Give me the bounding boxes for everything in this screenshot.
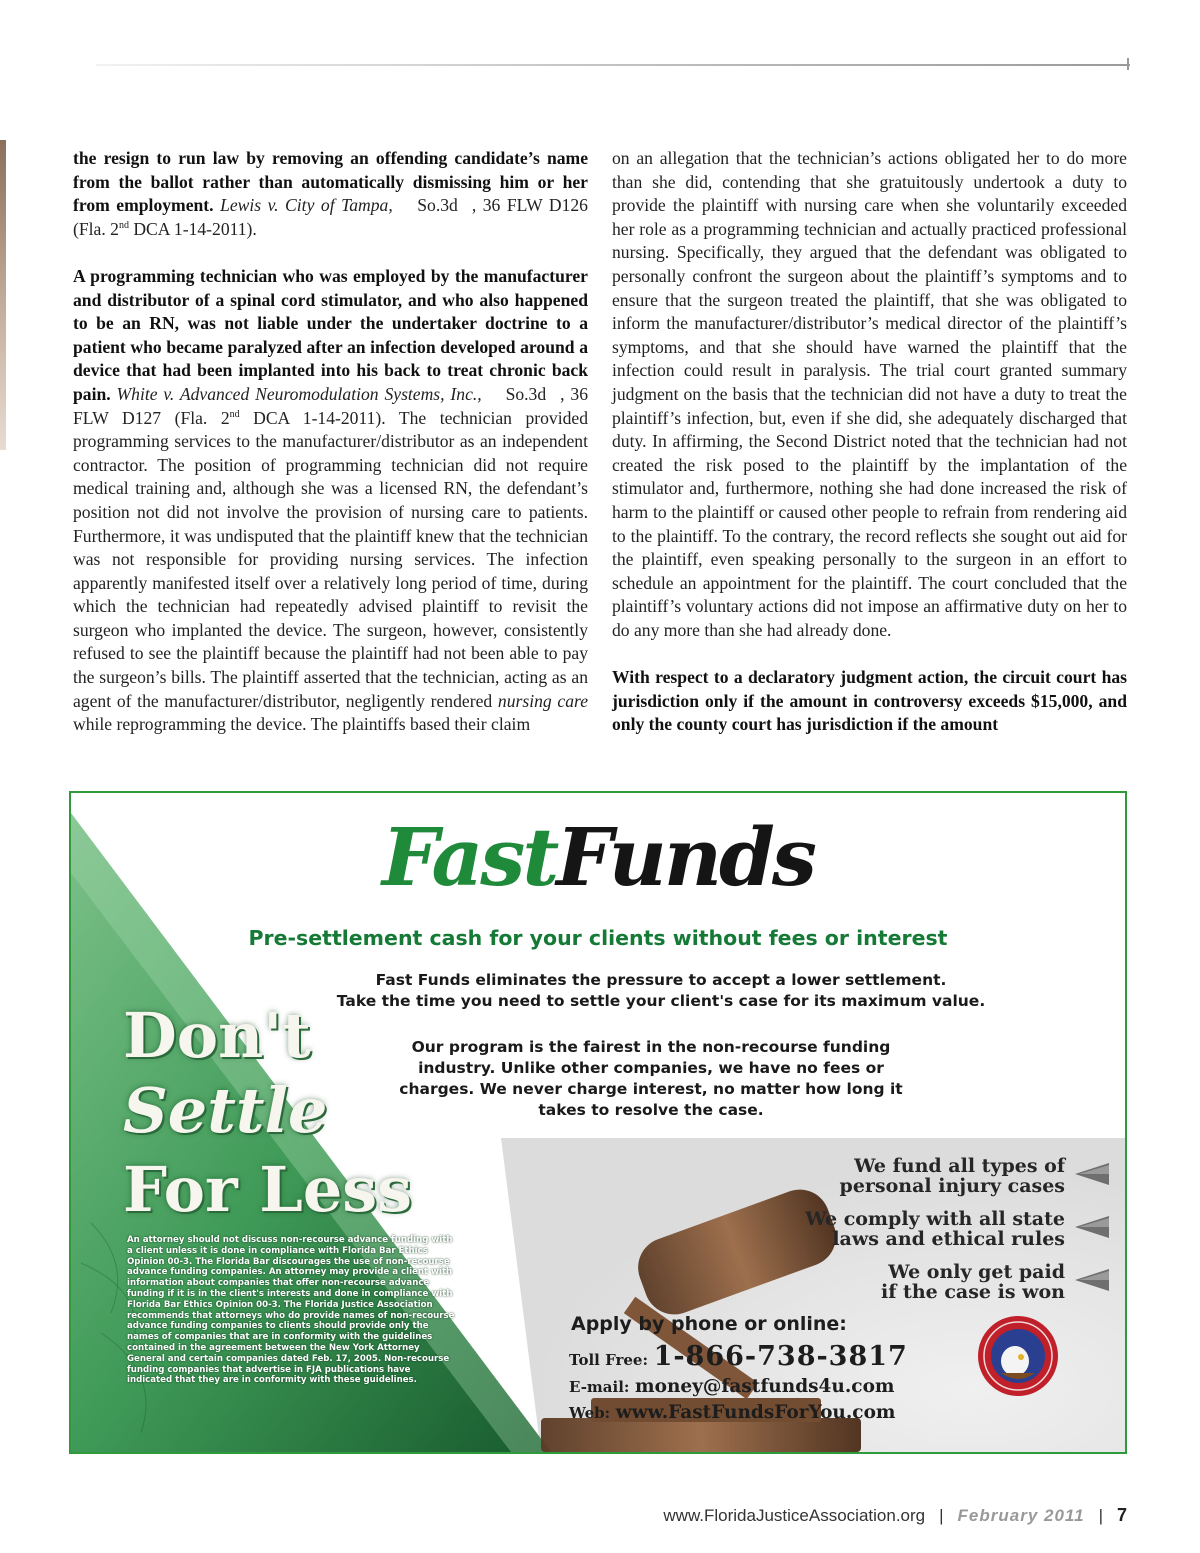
feature-item: [840, 1156, 1065, 1196]
citation: , 36 FLW D127 (Fla. 2: [73, 383, 588, 428]
footer-date: February 2011: [957, 1506, 1085, 1525]
paragraph: on an allegation that the technician’s actions obligated her to do more than she did, contending that she gratuitously undertook a duty to provide the plaintiff with nursing care when she voluntarily exceeded her role as a programming technician and actually practiced professional nursing. Specifically, they argued that the defendant was obligated to personally confront the surgeon about the plaintiff’s symptoms and to ensure that the surgeon treated the plaintiff, that she was obligated to inform the manufacturer/distributor’s medical director of the plaintiff’s symptoms, and that she should have warned the plaintiff that the infection could result in paralysis. The trial court granted summary judgment on the basis that the technician did not have a duty to treat the plaintiff’s infection, but, even if she did, she adequately discharged that duty. In affirming, the Second District noted that the technician had not created the risk posed to the plaintiff by the implantation of the stimulator and, furthermore, nothing she had done increased the risk of harm to the plaintiff or caused other people to refrain from rendering aid to the plaintiff. To the contrary, the record reflects she sought out aid for the plaintiff, even speaking personally to the surgeon in an effort to schedule an appointment for the plaintiff. The court concluded that the plaintiff’s voluntary actions did not impose an affirmative duty on her to do any more than she had already done.: [612, 148, 1127, 640]
ad-intro-line: Fast Funds eliminates the pressure to accept a lower settlement.: [375, 971, 947, 989]
holding-summary: A programming technician who was employed by the manufacturer and distributor of a spinal cord stimulator, and who also happened to be an RN, was not liable under the undertaker doctrine to a patient who became paralyzed after an infection developed around a device that had been implanted into his back to treat chronic back pain.: [73, 265, 588, 404]
ordinal-suffix: nd: [118, 219, 129, 231]
page-footer: [663, 1505, 1127, 1526]
feature-line: We fund all types of: [854, 1155, 1065, 1177]
arrow-left-icon: [1075, 1163, 1109, 1185]
ad-intro: [281, 970, 1041, 1012]
arrow-left-icon: [1075, 1269, 1109, 1291]
headline-dont: Don't: [123, 999, 311, 1072]
feature-line: We comply with all state: [805, 1208, 1065, 1230]
reporter: So.3d: [417, 195, 458, 216]
holding-summary: the resign to run law by removing an offending candidate’s name from the ballot rather than automatically dismissing him or her from employment.: [73, 148, 588, 216]
footer-website: www.FloridaJusticeAssociation.org: [663, 1506, 926, 1525]
ad-program-description: Our program is the fairest in the non-recourse funding industry. Unlike other companies, we have no fees or charges. We never charge interest, no matter how long it takes to resolve the case.: [399, 1038, 903, 1119]
footer-separator: |: [1098, 1506, 1103, 1525]
citation: , 36 FLW D126 (Fla. 2: [73, 195, 588, 239]
ordinal-suffix: nd: [229, 408, 240, 420]
body-text: DCA 1-14-2011). The technician provided programming services to the manufacturer/distributor as an independent contractor. The position of programming technician did not require medical training and, although she was a licensed RN, the defendant’s position not did not involve the provision of nursing care to patients. Furthermore, it was undisputed that the plaintiff knew that the technician was not responsible for providing nursing services. The infection apparently manifested itself over a relatively long period of time, during which the technician had repeatedly advised plaintiff to revisit the surgeon who implanted the device. The surgeon, however, consistently refused to see the plaintiff because the plaintiff had not been able to pay the surgeon’s bills. The plaintiff asserted that the technician, acting as an agent of the manufacturer/distributor, negligently rendered: [73, 407, 589, 711]
feature-item: [881, 1262, 1065, 1302]
phone-row: [569, 1341, 908, 1372]
logo-fast-text: Fast: [382, 810, 557, 904]
case-name: White v. Advanced Neuromodulation Systems, Inc.,: [116, 383, 482, 404]
feature-item: [805, 1209, 1065, 1249]
feature-line: if the case is won: [881, 1281, 1065, 1303]
toll-free-label: Toll Free:: [569, 1351, 648, 1369]
feature-line: personal injury cases: [839, 1175, 1065, 1197]
page-edge-bar: [0, 140, 6, 450]
case-name: Lewis v. City of Tampa,: [220, 195, 393, 216]
toll-free-number: 1-866-738-3817: [653, 1341, 908, 1372]
footer-separator: |: [939, 1506, 944, 1525]
fast-funds-logo: [71, 807, 1125, 907]
ad-intro-line: Take the time you need to settle your client's case for its maximum value.: [336, 992, 986, 1010]
email-label: E-mail:: [569, 1378, 630, 1396]
article-column-left: [73, 147, 588, 760]
logo-funds-text: Funds: [556, 810, 814, 904]
paragraph: [73, 147, 588, 241]
email-row: [569, 1376, 895, 1397]
paragraph: [612, 666, 1127, 737]
paragraph: [73, 265, 588, 737]
ad-tagline: Pre-settlement cash for your clients without fees or interest: [248, 926, 948, 950]
feature-line: laws and ethical rules: [832, 1228, 1065, 1250]
holding-summary: With respect to a declaratory judgment action, the circuit court has jurisdiction only if the amount in controversy exceeds $15,000, and only the county court has jurisdiction if the amount: [612, 667, 1127, 735]
business-seal-icon: [977, 1315, 1059, 1397]
arrow-left-icon: [1075, 1216, 1109, 1238]
ad-disclaimer: An attorney should not discuss non-recourse advance funding with a client unless it is done in compliance with Florida Bar Ethics Opinion 00-3. The Florida Bar discourages the use of non-recourse advance funding companies. An attorney may provide a client with information about companies that offer non-recourse advance funding if it is in the client's interests and done in compliance with Florida Bar Ethics Opinion 00-3. The Florida Justice Association recommends that attorneys who do provide names of non-recourse advance funding companies to clients should provide only the names of companies that are in conformity with the guidelines contained in the agreement between the New York Attorney General and certain companies dated Feb. 17, 2005. Non-recourse funding companies that advertise in FJA publications have indicated that they are in conformity with these guidelines.: [127, 1235, 455, 1386]
header-rule: [96, 64, 1130, 66]
citation-end: DCA 1-14-2011).: [128, 218, 257, 239]
headline-for-less: For Less: [123, 1153, 413, 1226]
emphasis-text: nursing care: [497, 690, 588, 711]
fast-funds-advertisement: [69, 791, 1127, 1454]
page-number: 7: [1116, 1505, 1127, 1525]
web-row: [569, 1402, 896, 1423]
feature-line: We only get paid: [888, 1261, 1065, 1283]
apply-heading: Apply by phone or online:: [571, 1313, 847, 1335]
body-text: while reprogramming the device. The plaintiffs based their claim: [73, 714, 531, 735]
email-address: money@fastfunds4u.com: [635, 1376, 895, 1397]
web-address: www.FastFundsForYou.com: [615, 1402, 896, 1423]
headline-settle: Settle: [123, 1074, 328, 1147]
reporter: So.3d: [505, 383, 547, 404]
article-column-right: [612, 147, 1127, 760]
header-rule-tick: [1127, 58, 1129, 70]
web-label: Web:: [569, 1404, 611, 1422]
